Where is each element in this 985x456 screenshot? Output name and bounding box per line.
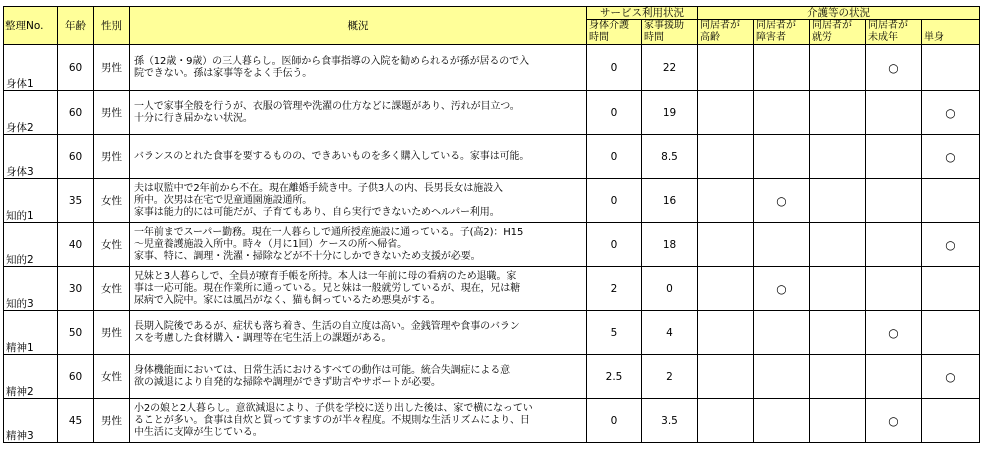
table-row: [4, 267, 980, 311]
summary-line: 一人で家事全般を行うが、衣服の管理や洗濯の仕方などに課題があり、汚れが目立つ。: [134, 100, 520, 112]
age-cell: 60: [58, 91, 94, 135]
summary-cell: [130, 135, 587, 179]
cohab-disabled-mark: [754, 311, 810, 355]
cohab-minor-mark: [866, 91, 922, 135]
summary-cell: [130, 179, 587, 223]
cohab-minor-mark: [866, 355, 922, 399]
cohab-working-mark: [810, 399, 866, 443]
body-care-hours: 0: [587, 399, 642, 443]
cohab-working-mark: [810, 311, 866, 355]
summary-line: バランスのとれた食事を要するものの、できあいものを多く購入している。家事は可能。: [134, 150, 530, 162]
cohab-minor-mark: ○: [866, 311, 922, 355]
header-cohab-elderly-line2: 高齢: [700, 32, 720, 43]
header-cohab-elderly-line1: 同居者が: [700, 20, 740, 31]
body-care-hours: 0: [587, 91, 642, 135]
alone-mark: ○: [922, 223, 980, 267]
alone-mark: ○: [922, 355, 980, 399]
table-row: [4, 311, 980, 355]
sex-cell: 女性: [94, 223, 130, 267]
summary-cell: [130, 355, 587, 399]
cohab-working-mark: [810, 179, 866, 223]
cohab-elderly-mark: [698, 355, 754, 399]
case-id: 知的2: [4, 223, 58, 267]
cohab-minor-mark: ○: [866, 45, 922, 91]
age-cell: 60: [58, 355, 94, 399]
table-row: [4, 179, 980, 223]
summary-cell: [130, 311, 587, 355]
cohab-minor-mark: [866, 223, 922, 267]
summary-cell: [130, 267, 587, 311]
summary-line: 欲の減退により自発的な掃除や調理ができず助言やサポートが必要。: [134, 376, 441, 388]
table-row: [4, 355, 980, 399]
header-summary: 概況: [130, 7, 587, 45]
table-row: [4, 399, 980, 443]
summary-line: 院できない。孫は家事等をよく手伝う。: [134, 67, 313, 79]
header-cohab-working-line2: 就労: [812, 32, 832, 43]
sex-cell: 男性: [94, 311, 130, 355]
header-cohab-elderly: [698, 20, 754, 45]
summary-cell: [130, 399, 587, 443]
header-housework-line1: 家事援助: [644, 20, 684, 31]
table-row: [4, 223, 980, 267]
cohab-disabled-mark: ○: [754, 179, 810, 223]
sex-cell: 女性: [94, 267, 130, 311]
cohab-elderly-mark: [698, 399, 754, 443]
cohab-disabled-mark: [754, 399, 810, 443]
case-id: 身体2: [4, 91, 58, 135]
age-cell: 45: [58, 399, 94, 443]
summary-line: 夫は収監中で2年前から不在。現在離婚手続き中。子供3人の内、長男長女は施設入: [134, 182, 503, 194]
summary-line: 長期入院後であるが、症状も落ち着き、生活の自立度は高い。金銭管理や食事のバラン: [134, 320, 520, 332]
header-body-care-line2: 時間: [589, 32, 609, 43]
age-cell: 60: [58, 45, 94, 91]
sex-cell: 男性: [94, 135, 130, 179]
body-care-hours: 2: [587, 267, 642, 311]
header-sex: 性別: [94, 7, 130, 45]
header-alone: 単身: [922, 20, 980, 45]
alone-mark: [922, 311, 980, 355]
header-body-care-line1: 身体介護: [589, 20, 629, 31]
alone-mark: ○: [922, 135, 980, 179]
summary-cell: [130, 91, 587, 135]
cohab-disabled-mark: ○: [754, 267, 810, 311]
cohab-working-mark: [810, 223, 866, 267]
summary-line: 尿病で入院中。家には風呂がなく、猫も飼っているため悪臭がする。: [134, 294, 441, 306]
housework-hours: 3.5: [642, 399, 698, 443]
cohab-working-mark: [810, 267, 866, 311]
summary-line: 事は一応可能。現在作業所に通っている。兄と妹は一般就労しているが、現在，兄は糖: [134, 282, 521, 294]
header-housework-line2: 時間: [644, 32, 664, 43]
summary-line: 家事は能力的には可能だが、子育てもあり、自ら実行できないためヘルパー利用。: [134, 206, 500, 218]
summary-line: ～児童養護施設入所中。時々（月に1回）ケースの所へ帰省。: [134, 238, 408, 250]
housework-hours: 2: [642, 355, 698, 399]
header-cohab-disabled-line1: 同居者が: [756, 20, 796, 31]
housework-hours: 8.5: [642, 135, 698, 179]
alone-mark: [922, 399, 980, 443]
header-housework: [642, 20, 698, 45]
cohab-elderly-mark: [698, 179, 754, 223]
table-row: [4, 45, 980, 91]
cohab-minor-mark: [866, 135, 922, 179]
cohab-disabled-mark: [754, 223, 810, 267]
summary-line: 孫（12歳・9歳）の三人暮らし。医師から食事指導の入院を勧められるが孫が居るので入: [134, 55, 529, 67]
cohab-disabled-mark: [754, 91, 810, 135]
header-no: 整理No.: [4, 7, 58, 45]
cohab-working-mark: [810, 91, 866, 135]
age-cell: 35: [58, 179, 94, 223]
age-cell: 30: [58, 267, 94, 311]
cohab-minor-mark: [866, 179, 922, 223]
header-cohab-minor-line1: 同居者が: [868, 20, 908, 31]
summary-line: ることが多い。食事は自炊と買ってすますのが半々程度。不規則な生活リズムにより、日: [134, 414, 530, 426]
case-id: 精神3: [4, 399, 58, 443]
case-id: 知的1: [4, 179, 58, 223]
cohab-working-mark: [810, 355, 866, 399]
header-service-group: サービス利用状況: [587, 7, 698, 20]
cohab-working-mark: [810, 45, 866, 91]
cohab-elderly-mark: [698, 45, 754, 91]
summary-cell: [130, 45, 587, 91]
case-table-sheet: [3, 6, 980, 443]
alone-mark: [922, 267, 980, 311]
table-row: [4, 135, 980, 179]
header-care-group: 介護等の状況: [698, 7, 980, 20]
body-care-hours: 0: [587, 135, 642, 179]
summary-cell: [130, 223, 587, 267]
alone-mark: [922, 45, 980, 91]
cohab-disabled-mark: [754, 355, 810, 399]
sex-cell: 男性: [94, 45, 130, 91]
age-cell: 40: [58, 223, 94, 267]
housework-hours: 19: [642, 91, 698, 135]
summary-line: 身体機能面においては、日常生活におけるすべての動作は可能。統合失調症による意: [134, 364, 510, 376]
header-row-top: [4, 7, 980, 20]
age-cell: 50: [58, 311, 94, 355]
body-care-hours: 0: [587, 179, 642, 223]
sex-cell: 女性: [94, 179, 130, 223]
housework-hours: 4: [642, 311, 698, 355]
summary-line: 兄妹と3人暮らしで、全員が療育手帳を所持。本人は一年前に母の看病のため退職。家: [134, 270, 517, 282]
case-id: 精神2: [4, 355, 58, 399]
housework-hours: 16: [642, 179, 698, 223]
body-care-hours: 5: [587, 311, 642, 355]
cohab-elderly-mark: [698, 91, 754, 135]
header-cohab-minor-line2: 未成年: [868, 32, 898, 43]
cohab-elderly-mark: [698, 223, 754, 267]
cohab-elderly-mark: [698, 135, 754, 179]
summary-line: 所中。次男は在宅で児童通園施設通所。: [134, 194, 313, 206]
alone-mark: [922, 179, 980, 223]
body-care-hours: 2.5: [587, 355, 642, 399]
cohab-minor-mark: ○: [866, 399, 922, 443]
header-cohab-minor: [866, 20, 922, 45]
header-body-care: [587, 20, 642, 45]
body-care-hours: 0: [587, 223, 642, 267]
cohab-working-mark: [810, 135, 866, 179]
housework-hours: 18: [642, 223, 698, 267]
case-id: 精神1: [4, 311, 58, 355]
header-cohab-working-line1: 同居者が: [812, 20, 852, 31]
case-table: [3, 6, 980, 443]
alone-mark: ○: [922, 91, 980, 135]
summary-line: 中生活に支障が生じている。: [134, 426, 263, 438]
age-cell: 60: [58, 135, 94, 179]
body-care-hours: 0: [587, 45, 642, 91]
case-id: 身体1: [4, 45, 58, 91]
summary-line: 家事、特に、調理・洗濯・掃除などが不十分にしかできないため支援が必要。: [134, 250, 481, 262]
summary-line: 十分に行き届かない状況。: [134, 112, 253, 124]
sex-cell: 女性: [94, 355, 130, 399]
sex-cell: 男性: [94, 399, 130, 443]
summary-line: 小2の娘と2人暮らし。意欲減退により、子供を学校に送り出した後は、家で横になってい: [134, 402, 533, 414]
cohab-elderly-mark: [698, 267, 754, 311]
cohab-disabled-mark: [754, 135, 810, 179]
cohab-elderly-mark: [698, 311, 754, 355]
cohab-minor-mark: [866, 267, 922, 311]
summary-line: スを考慮した食材購入・調理等在宅生活上の課題がある。: [134, 332, 392, 344]
sex-cell: 男性: [94, 91, 130, 135]
header-age: 年齢: [58, 7, 94, 45]
case-id: 知的3: [4, 267, 58, 311]
header-cohab-disabled-line2: 障害者: [756, 32, 786, 43]
header-cohab-disabled: [754, 20, 810, 45]
housework-hours: 0: [642, 267, 698, 311]
cohab-disabled-mark: [754, 45, 810, 91]
case-id: 身体3: [4, 135, 58, 179]
table-row: [4, 91, 980, 135]
summary-line: 一年前までスーパー勤務。現在一人暮らしで通所授産施設に通っている。子(高2)：H15: [134, 226, 524, 238]
housework-hours: 22: [642, 45, 698, 91]
header-cohab-working: [810, 20, 866, 45]
